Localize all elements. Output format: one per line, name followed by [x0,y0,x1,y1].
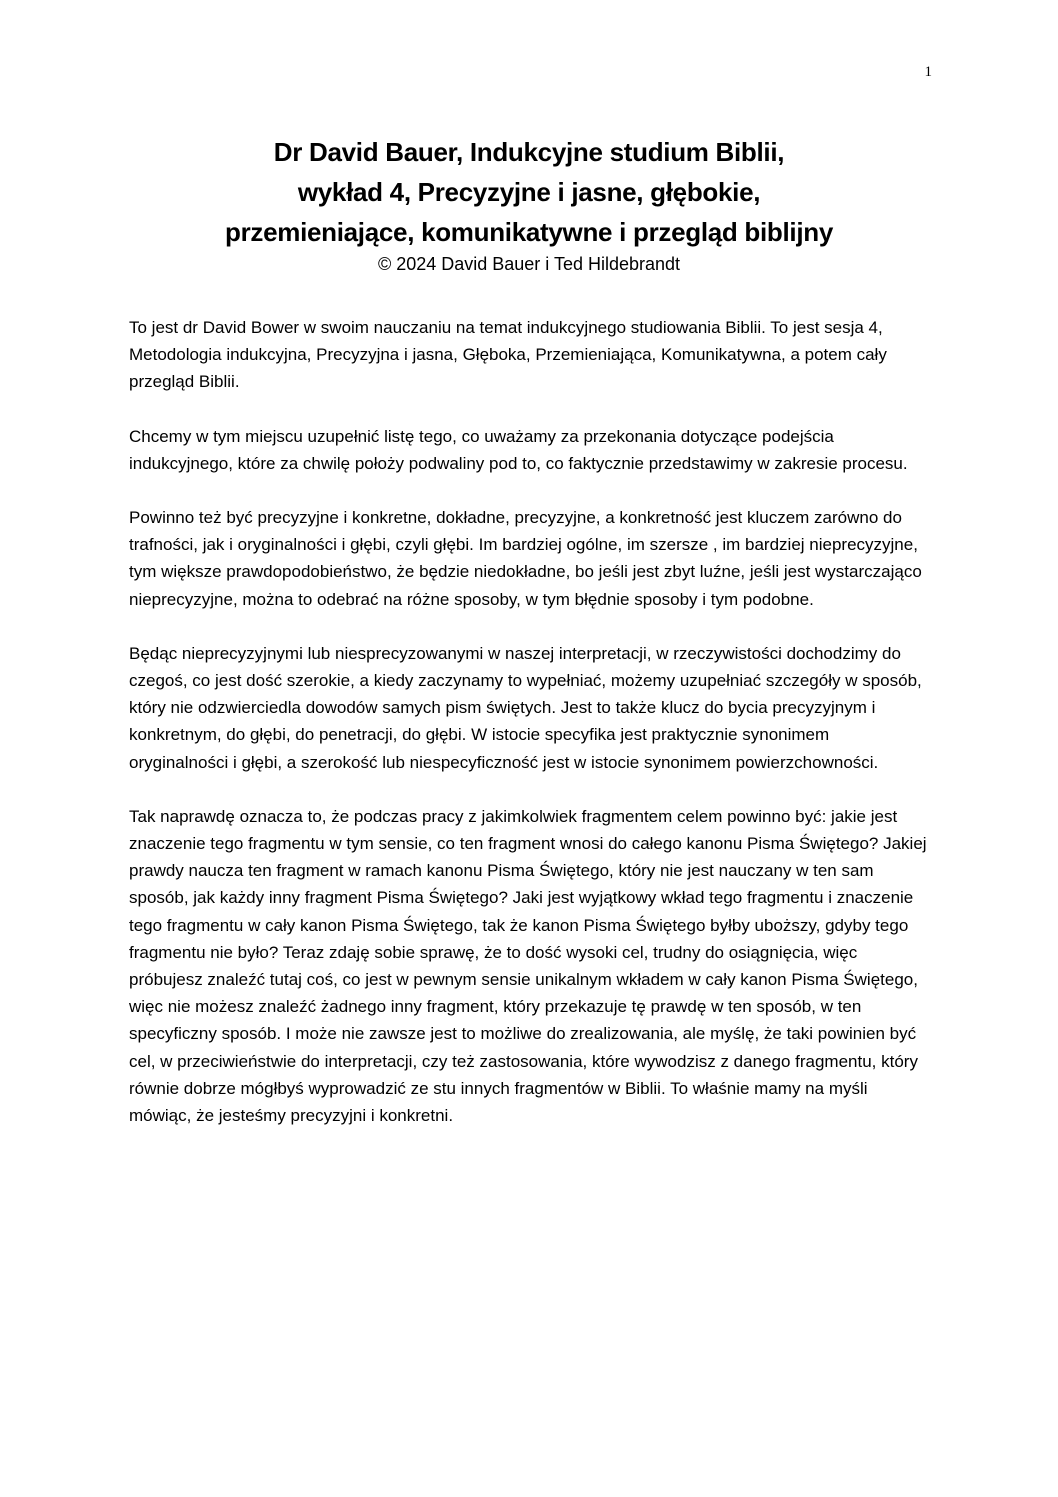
paragraph: To jest dr David Bower w swoim nauczaniu na temat indukcyjnego studiowania Biblii. To jest sesja 4, Metodologia indukcyjna, Precyzyjna i jasna, Głęboka, Przemieniająca, Komunikatywna, a potem cały przegląd Biblii. [129,318,887,392]
title-line: wykład 4, Precyzyjne i jasne, głębokie, [297,177,761,207]
paragraph: Tak naprawdę oznacza to, że podczas pracy z jakimkolwiek fragmentem celem powinno być: jakie jest znaczenie tego fragmentu w tym sensie, co ten fragment wnosi do całego kanonu Pisma Świętego? Jakiej prawdy naucza ten fragment w ramach kanonu Pisma Świętego, który nie jest nauczany w ten sam sposób, jak każdy inny fragment Pisma Świętego? Jaki jest wyjątkowy wkład tego fragmentu i znaczenie tego fragmentu w cały kanon Pisma Świętego, tak że kanon Pisma Świętego byłby uboższy, gdyby tego fragmentu nie było? Teraz zdaję sobie sprawę, że to dość wysoki cel, trudny do osiągnięcia, więc próbujesz znaleźć tutaj coś, co jest w pewnym sensie unikalnym wkładem w cały kanon Pisma Świętego, więc nie możesz znaleźć żadnego inny fragment, który przekazuje tę prawdę w ten sposób, w ten specyficzny sposób. I może nie zawsze jest to możliwe do zrealizowania, ale myślę, że taki powinien być cel, w przeciwieństwie do interpretacji, czy też zastosowania, które wywodzisz z danego fragmentu, który równie dobrze mógłbyś wyprowadzić ze stu innych fragmentów w Biblii. To właśnie mamy na myśli mówiąc, że jesteśmy precyzyjni i konkretni. [129,806,927,1126]
paragraph: Powinno też być precyzyjne i konkretne, dokładne, precyzyjne, a konkretność jest kluczem zarówno do trafności, jak i oryginalności i głębi, czyli głębi. Im bardziej ogólne, im szersze , im bardziej nieprecyzyjne, tym większe prawdopodobieństwo, że będzie niedokładne, bo jeśli jest zbyt luźne, jeśli jest wystarczająco nieprecyzyjne, można to odebrać na różne sposoby, w tym błędnie sposoby i tym podobne. [129,508,922,609]
page-number: 1 [924,64,932,80]
title-line: przemieniające, komunikatywne i przegląd biblijny [224,217,834,247]
copyright-line: © 2024 David Bauer i Ted Hildebrandt [377,254,681,274]
document-header [130,132,928,276]
paragraph: Będąc nieprecyzyjnymi lub niesprecyzowanymi w naszej interpretacji, w rzeczywistości dochodzimy do czegoś, co jest dość szerokie, a kiedy zaczynamy to wypełniać, możemy uzupełniać szczegóły w sposób, który nie odzwierciedla dowodów samych pism świętych. Jest to także klucz do bycia precyzyjnym i konkretnym, do głębi, do penetracji, do głębi. W istocie specyfika jest praktycznie synonimem oryginalności i głębi, a szerokość lub niespecyficzność jest w istocie synonimem powierzchowności. [129,643,922,772]
paragraph: Chcemy w tym miejscu uzupełnić listę tego, co uważamy za przekonania dotyczące podejścia indukcyjnego, które za chwilę położy podwaliny pod to, co faktycznie przedstawimy w zakresie procesu. [129,426,908,473]
document-body [129,314,929,1156]
title-line: Dr David Bauer, Indukcyjne studium Biblii, [273,137,785,167]
document-title [130,132,928,252]
